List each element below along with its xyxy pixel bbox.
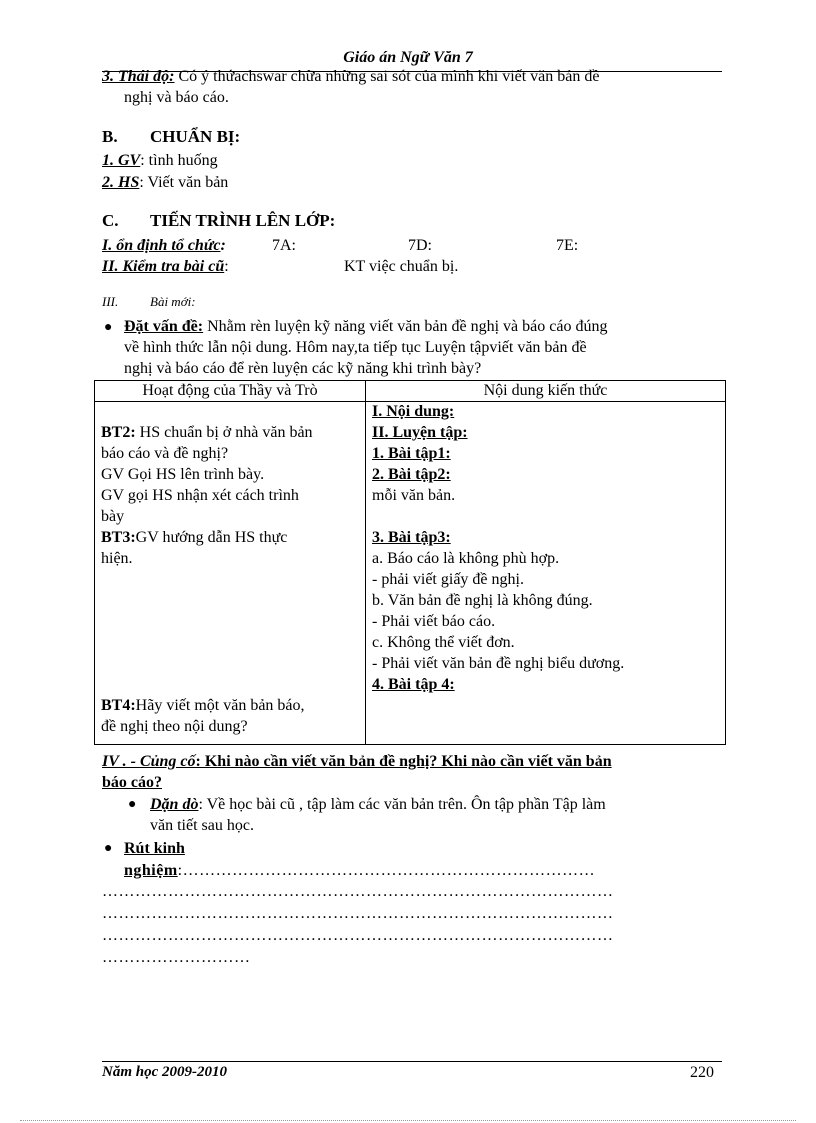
content-heading-5: 3. Bài tập3: — [372, 529, 451, 546]
col2-header: Nội dung kiến thức — [366, 381, 726, 402]
content-cell — [366, 402, 726, 745]
content-c: c. Không thể viết đơn. — [372, 634, 515, 651]
attitude-line-2: nghị và báo cáo. — [124, 89, 229, 106]
bt2-label: BT2: — [101, 424, 136, 441]
intro-line-3: nghị và báo cáo để rèn luyện các kỹ năng khi trình bày? — [124, 360, 482, 377]
bt3-line-2: hiện. — [101, 550, 133, 567]
experience-dots-2: ………………………………………………………………………………… — [102, 905, 614, 922]
class-7e: 7E: — [556, 237, 579, 254]
intro-line-1 — [124, 317, 607, 337]
bullet-icon: ● — [128, 797, 137, 812]
bullet-icon: ● — [104, 841, 113, 856]
section-b-title: CHUẨN BỊ: — [150, 127, 241, 146]
activity-line-3: GV Gọi HS lên trình bày. — [101, 466, 265, 483]
check-colon: : — [224, 258, 229, 275]
page-number: 220 — [690, 1064, 714, 1081]
intro-text-1: Nhằm rèn luyện kỹ năng viết văn bản đề nghị và báo cáo đúng — [203, 318, 608, 335]
content-text-1: mỗi văn bản. — [372, 487, 456, 504]
content-b2: - Phải viết báo cáo. — [372, 613, 496, 630]
homework-line-2: văn tiết sau học. — [150, 817, 254, 834]
section-c-title: TIẾN TRÌNH LÊN LỚP: — [150, 211, 336, 230]
prep-hs-text: : Viết văn bản — [139, 174, 229, 191]
lesson-table — [94, 380, 726, 745]
intro-label: Đặt vấn đề: — [124, 318, 204, 335]
stabilize-label: I. ổn định tổ chức — [102, 237, 221, 254]
check-line — [102, 257, 229, 277]
footer-year: Năm học 2009-2010 — [102, 1064, 227, 1080]
bt2-line-2: báo cáo và đề nghị? — [101, 445, 229, 462]
running-header: Giáo án Ngữ Văn 7 — [343, 49, 473, 66]
experience-dots-0: :………………………………………………………………… — [177, 862, 596, 879]
content-heading-2: II. Luyện tập: — [372, 424, 468, 441]
class-7d: 7D: — [408, 237, 432, 254]
content-heading-4: 2. Bài tập2: — [372, 466, 451, 483]
page-edge — [20, 1120, 796, 1121]
new-lesson-label: III. — [102, 294, 119, 309]
homework-text: : Về học bài cũ , tập làm các văn bản trên. Ôn tập phần Tập làm — [198, 796, 606, 813]
consolidation-line-1 — [102, 752, 612, 772]
experience-label-1: Rút kinh — [124, 840, 185, 857]
experience-line — [124, 861, 595, 881]
content-heading-6: 4. Bài tập 4: — [372, 676, 455, 693]
bt4-label: BT4: — [101, 697, 136, 714]
homework-line-1 — [150, 795, 606, 815]
bt4-line-2: đề nghị theo nội dung? — [101, 718, 248, 735]
intro-line-2: về hình thức lẫn nội dung. Hôm nay,ta tiếp tục Luyện tậpviết văn bản đề — [124, 339, 587, 356]
bt3-label: BT3: — [101, 529, 136, 546]
bt3-text: GV hướng dẫn HS thực — [135, 529, 288, 546]
prep-gv — [102, 151, 218, 171]
consolidation-line-2: báo cáo? — [102, 774, 162, 791]
stabilize-line — [102, 236, 226, 256]
experience-dots-1: ………………………………………………………………………………… — [102, 883, 614, 900]
footer-rule — [102, 1061, 722, 1062]
activity-cell — [95, 402, 366, 745]
prep-hs-label: 2. HS — [102, 174, 140, 191]
section-b-label: B. — [102, 127, 118, 146]
bt2-text: HS chuẩn bị ở nhà văn bản — [135, 424, 313, 441]
content-heading-1: I. Nội dung: — [372, 403, 455, 420]
experience-label-2: nghiệm — [124, 862, 178, 879]
attitude-label: 3. Thái độ: — [102, 68, 175, 85]
consolidation-text: : Khi nào cần viết văn bản đề nghị? Khi nào cần viết văn bản — [195, 753, 612, 770]
check-label: II. Kiểm tra bài cũ — [102, 258, 225, 275]
stabilize-colon: : — [220, 237, 226, 254]
content-a: a. Báo cáo là không phù hợp. — [372, 550, 560, 567]
new-lesson-title: Bài mới: — [150, 294, 196, 309]
prep-gv-text: : tình huống — [140, 152, 218, 169]
activity-line-5: bày — [101, 508, 125, 525]
experience-dots-4: ……………………… — [102, 949, 251, 966]
homework-label: Dặn dò — [150, 796, 199, 813]
prep-gv-label: 1. GV — [102, 152, 141, 169]
section-c-label: C. — [102, 211, 119, 230]
activity-line-4: GV gọi HS nhận xét cách trình — [101, 487, 299, 504]
content-b: b. Văn bản đề nghị là không đúng. — [372, 592, 593, 609]
check-text: KT việc chuẩn bị. — [344, 258, 459, 275]
content-heading-3: 1. Bài tập1: — [372, 445, 451, 462]
prep-hs — [102, 173, 228, 193]
consolidation-label: IV . - Củng cố — [102, 753, 196, 770]
attitude-text: Có ý thứachswar chữa những sai sót của mình khi viết văn bản đề — [174, 68, 600, 85]
class-7a: 7A: — [272, 237, 296, 254]
experience-dots-3: ………………………………………………………………………………… — [102, 927, 614, 944]
attitude-line — [102, 67, 599, 87]
content-a2: - phải viết giấy đề nghị. — [372, 571, 524, 588]
content-c2: - Phải viết văn bản đề nghị biểu dương. — [372, 655, 625, 672]
bullet-icon: ● — [104, 320, 113, 335]
col1-header: Hoạt động của Thầy và Trò — [95, 381, 366, 402]
bt4-text: Hãy viết một văn bản báo, — [135, 697, 305, 714]
